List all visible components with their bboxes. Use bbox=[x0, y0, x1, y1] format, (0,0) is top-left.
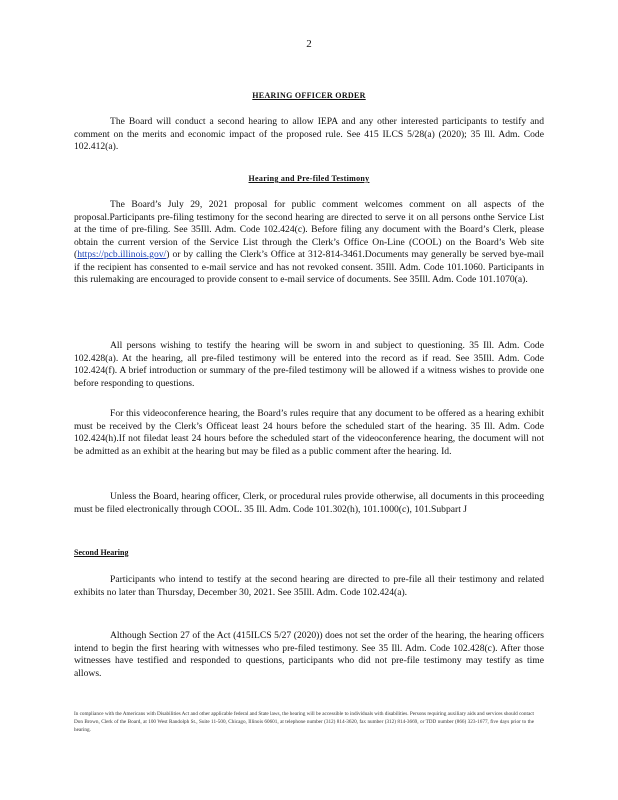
page-number: 2 bbox=[306, 38, 312, 50]
page-title: HEARING OFFICER ORDER bbox=[252, 91, 366, 100]
section-heading-second-hearing: Second Hearing bbox=[74, 548, 129, 557]
paragraph-service-list: The Board’s July 29, 2021 proposal for public comment welcomes comment on all aspects of the proposal.Participants pre-filing testimony for the second hearing are directed to serve it on all persons onthe Service List at the time of pre-filing. See 35Ill. Adm. Code 102.424(c). Before filing any document with the Board’s Clerk, please obtain the current version of the Service List through the Clerk’s Office On-Line (COOL) on the Board’s Web site (https://pcb.illinois.gov/) or by calling the Clerk’s Office at 312-814-3461.Documents may generally be served bye-mail if the recipient has consented to e-mail service and has not revoked consent. 35Ill. Adm. Code 101.1060. Participants in this rulemaking are encouraged to provide consent to e-mail service of documents. See 35Ill. Adm. Code 101.1070(a). bbox=[74, 199, 544, 285]
paragraph-electronic-filing: Unless the Board, hearing officer, Clerk, or procedural rules provide otherwise, all documents in this proceeding must be filed electronically through COOL. 35 Ill. Adm. Code 101.302(h), 101.1000(c), 101.Subpart J bbox=[74, 491, 544, 515]
paragraph-order-of-hearing: Although Section 27 of the Act (415ILCS 5/27 (2020)) does not set the order of the hearing, the hearing officers intend to begin the first hearing with witnesses who pre-filed testimony. See 35 Ill. Adm. Code 102.428(c). After those witnesses have testified and responded to questions, participants who did not pre-file testimony may testify as time allows. bbox=[74, 630, 544, 679]
board-website-link[interactable]: https://pcb.illinois.gov/ bbox=[77, 249, 167, 260]
paragraph-second-hearing: Participants who intend to testify at the second hearing are directed to pre-file all their testimony and related exhibits no later than Thursday, December 30, 2021. See 35Ill. Adm. Code 102.424(a). bbox=[74, 574, 544, 598]
paragraph-testimony: All persons wishing to testify the hearing will be sworn in and subject to questioning. 35 Ill. Adm. Code 102.428(a). At the hearing, all pre-filed testimony will be entered into the record as if read. See 35Ill. Adm. Code 102.424(f). A brief introduction or summary of the pre-filed testimony will be allowed if a witness wishes to provide one before responding to questions. bbox=[74, 340, 544, 389]
accessibility-footnote: In compliance with the Americans with Disabilities Act and other applicable federal and State laws, the hearing will be accessible to individuals with disabilities. Persons requiring auxiliary aids and services should contact Don Brown, Clerk of the Board, at 100 West Randolph St., Suite 11-500, Chicago, Illinois 60601, at telephone number (312) 814-3620, fax number (312) 814-3669, or TDD number (866) 323-1677, five days prior to the hearing. bbox=[74, 711, 534, 734]
paragraph-exhibits: For this videoconference hearing, the Board’s rules require that any document to be offered as a hearing exhibit must be received by the Clerk’s Officeat least 24 hours before the scheduled start of the hearing. 35 Ill. Adm. Code 102.424(h).If not filedat least 24 hours before the scheduled start of the videoconference hearing, the document will not be admitted as an exhibit at the hearing but may be filed as a public comment after the hearing. Id. bbox=[74, 408, 544, 457]
paragraph-intro: The Board will conduct a second hearing to allow IEPA and any other interested participants to testify and comment on the merits and economic impact of the proposed rule. See 415 ILCS 5/28(a) (2020); 35 Ill. Adm. Code 102.412(a). bbox=[74, 116, 544, 152]
section-heading-prefiled: Hearing and Pre-filed Testimony bbox=[248, 174, 370, 183]
